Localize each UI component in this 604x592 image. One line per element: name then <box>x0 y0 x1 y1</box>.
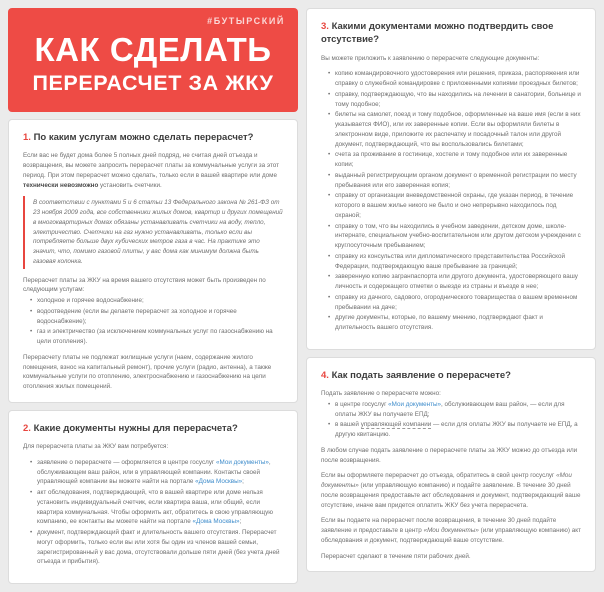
section-1-outro: Перерасчету платы не подлежат жилищные услуги (наем, содержание жилого помещения, взнос на капитальный ремонт), прочие услуги (радио, антенна), а также коммунальные услуги по отоплению, электроснабжению и газоснабжению на цели отопления жилых помещений. <box>23 353 272 391</box>
list-item: • счета за проживание в гостинице, хостеле и тому подобное или их заверенные копии; <box>335 150 581 170</box>
section-4-paragraph-before-trip: Если вы оформляете перерасчет до отъезда, обратитесь в свой центр госуслуг «Мои документы» (или управляющую компанию) и подайте заявление. В течение 30 дней после возвращения предоставьте акт обследования и документ, подтверждающий ваше отсутствие, иначе вам придется оплатить ЖКУ без учета перерасчета. <box>321 472 581 509</box>
section-1-number: 1. <box>23 132 31 143</box>
list-item: • копию командировочного удостоверения или решения, приказа, распоряжения или справку о служебной командировке с приложенными копиями проездных билетов; <box>335 69 581 89</box>
section-1-title: 1. По каким услугам можно сделать перерасчет? <box>23 132 254 143</box>
list-item: • заявление о перерасчете — оформляется в центре госуслуг «Мои документы», обслуживающем ваш район, или в управляющей компании. Контакты своей управляющей компании вы можете найти на портале «Дома Москвы»; <box>37 458 283 487</box>
moi-dokumenty-mention: «Мои документы» <box>321 472 572 490</box>
section-3-title: 3. Какими документами можно подтвердить свое отсутствие? <box>321 21 554 46</box>
section-2-documents-list <box>23 458 283 567</box>
section-2-intro: Для перерасчета платы за ЖКУ вам потребуется: <box>23 443 169 451</box>
list-item: • справку о том, что вы находились в учебном заведении, детском доме, школе-интернате, специальном учебно-воспитательном или другом детском учреждении с круглосуточным пребыванием; <box>335 222 581 251</box>
list-item: • справку из дачного, садового, огороднического товарищества о вашем временном пребывании на даче; <box>335 293 581 313</box>
list-item: • билеты на самолет, поезд и тому подобное, оформленные на ваше имя (если в них указывается ФИО), или их заверенные копии. Если вы оформляли билеты в электронном виде, приложите их распечатку и посадочный талон или другой документ, подтверждающий, что вы воспользовались билетами; <box>335 110 581 149</box>
section-2-title: 2. Какие документы нужны для перерасчета? <box>23 422 238 434</box>
section-2-number: 2. <box>23 422 31 434</box>
right-column <box>306 8 596 584</box>
hero-title-line2: ПЕРЕРАСЧЕТ ЗА ЖКУ <box>32 70 274 95</box>
left-column <box>8 8 298 584</box>
list-item: • холодное и горячее водоснабжение; <box>37 296 283 306</box>
section-4-paragraph-after-return: Если вы подаете на перерасчет после возвращения, в течение 30 дней подайте заявление и предоставьте в центр «Мои документы» (или управляющую компанию) акт обследования и документ, подтверждающий ваше отсутствие. <box>321 517 581 544</box>
section-4-paragraph-deadline: Перерасчет сделают в течение пяти рабочих дней. <box>321 552 471 560</box>
section-1-card <box>8 119 298 403</box>
section-4-title: 4. Как подать заявление о перерасчете? <box>321 369 511 381</box>
district-hashtag: #БУТЫРСКИЙ <box>207 16 285 26</box>
list-item: • другие документы, которые, по вашему мнению, подтверждают факт и длительность вашего отсутствия. <box>335 313 581 333</box>
list-item: • справку, подтверждающую, что вы находились на лечении в санатории, больнице и тому подобное; <box>335 90 581 110</box>
section-3-card <box>306 8 596 350</box>
section-4-number: 4. <box>321 369 329 381</box>
hero-banner <box>8 8 298 112</box>
list-item: • газ и электричество (за исключением коммунальных услуг по газоснабжению на цели отопления). <box>37 327 283 347</box>
section-4-paragraph-any-case: В любом случае подать заявление о перерасчете платы за ЖКУ можно до отъезда или после возвращения. <box>321 446 578 464</box>
section-4-intro: Подать заявление о перерасчете можно: <box>321 390 441 398</box>
list-item: • справку из консульства или дипломатического представительства Российской Федерации, подтверждающую ваше пребывание за границей; <box>335 252 581 272</box>
doma-moskvy-link[interactable]: «Дома Москвы» <box>192 518 240 526</box>
section-3-number: 3. <box>321 21 329 32</box>
moi-dokumenty-mention: «Мои документы» <box>423 527 479 535</box>
moi-dokumenty-link[interactable]: «Мои документы» <box>388 400 442 408</box>
section-1-intro: Если вас не будет дома более 5 полных дней подряд, не считая дней отъезда и возвращения, вы можете запросить перерасчет платы за коммунальные услуги за этот период. При этом перерасчет можно сделать, только если в вашей квартире или доме технически невозможно установить счетчики. <box>23 152 280 189</box>
list-item: • акт обследования, подтверждающий, что в вашей квартире или доме нельзя установить индивидуальный счетчик, если квартира ваша, или общий, если квартира коммунальная. Чтобы оформить акт, обратитесь в свою управляющую компанию, ее контакты вы можете найти на портале «Дома Москвы»; <box>37 488 283 527</box>
moi-dokumenty-link[interactable]: «Мои документы» <box>216 458 269 466</box>
list-item: • в вашей управляющей компании — если для оплаты ЖКУ вы получаете не ЕПД, а другую квитанцию. <box>335 420 581 440</box>
list-item: • в центре госуслуг «Мои документы», обслуживающем ваш район, — если для оплаты ЖКУ вы получаете ЕПД; <box>335 400 581 420</box>
section-2-card <box>8 410 298 584</box>
managing-company-term[interactable]: управляющей компании <box>360 421 432 429</box>
hero-title-line1: КАК СДЕЛАТЬ <box>34 31 272 68</box>
list-item: • выданный регистрирующим органом документ о временной регистрации по месту пребывания или его заверенная копия; <box>335 171 581 191</box>
law-quote: В соответствии с пунктами 5 и 6 статьи 13 Федерального закона № 261-ФЗ от 23 ноября 2009 года, все собственники жилых домов, квартир и других помещений в многоквартирных домах обязаны устанавливать счетчики на воду, тепло, электричество. Счетчики на газ нужно устанавливать, только если вы потребляете больше двух кубических метров газа в час. На практике это значит, что, помимо газовой плиты, у вас дома как минимум должна быть газовая колонка. <box>23 196 283 268</box>
section-4-where-list <box>321 400 581 440</box>
list-item: • заверенную копию загранпаспорта или другого документа, удостоверяющего вашу личность и содержащего отметки о выезде из страны и въезде в нее; <box>335 272 581 292</box>
section-1-services-list <box>23 296 283 347</box>
list-item: • водоотведение (если вы делаете перерасчет за холодное и горячее водоснабжение); <box>37 307 283 327</box>
doma-moskvy-link[interactable]: «Дома Москвы» <box>195 478 243 486</box>
section-1-list-intro: Перерасчет платы за ЖКУ на время вашего отсутствия может быть произведен по следующим услугам: <box>23 276 266 294</box>
list-item: • справку от организации вневедомственной охраны, где указан период, в течение которого в вашем жилье никого не было и оно непрерывно находилось под охраной; <box>335 191 581 220</box>
emphasis-technically-impossible: технически невозможно <box>23 181 99 189</box>
list-item: • документ, подтверждающий факт и длительность вашего отсутствия. Перерасчет могут оформить, только если вы или хотя бы один из членов вашей семьи, зарегистрированный у вас дома, отсутствовали дольше пяти дней (без учета дней отъезда и прибытия). <box>37 528 283 567</box>
section-4-card <box>306 357 596 573</box>
section-3-intro: Вы можете приложить к заявлению о перерасчете следующие документы: <box>321 54 540 62</box>
section-3-documents-list <box>321 69 581 333</box>
